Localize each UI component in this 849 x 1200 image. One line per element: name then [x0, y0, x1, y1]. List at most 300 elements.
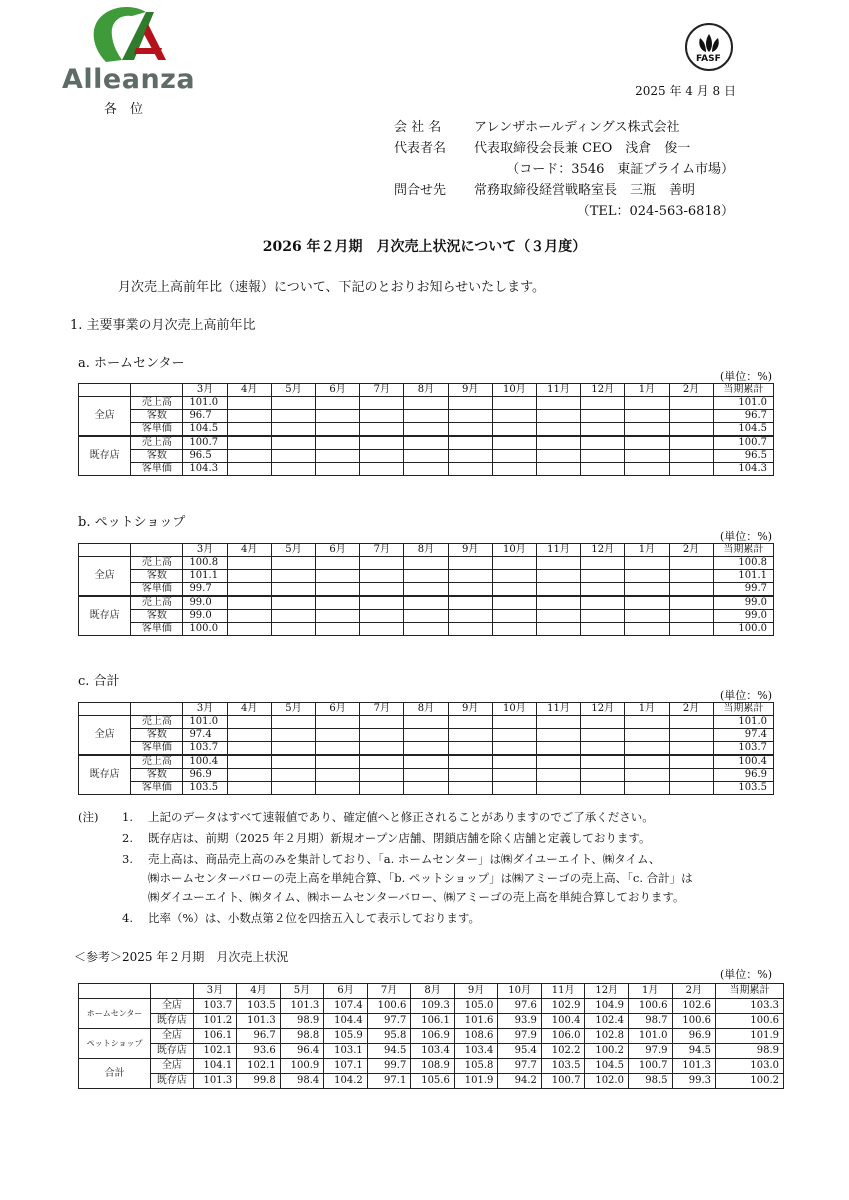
empty-cell [360, 463, 404, 476]
empty-cell [404, 716, 448, 729]
note-text: ㈱ホームセンターバローの売上高を単純合算、「b. ペットショップ」は㈱アミーゴの売上高、「c. 合計」は [148, 871, 693, 885]
info-row: （TEL：024-563-6818） [576, 204, 734, 219]
table-row [79, 463, 774, 476]
value-cell: 105.9 [324, 1029, 368, 1044]
table-row [79, 436, 774, 450]
document-date: 2025 年 4 月 8 日 [635, 84, 736, 98]
empty-cell [227, 570, 271, 583]
empty-cell [448, 463, 492, 476]
table-row [79, 450, 774, 463]
empty-cell [131, 544, 183, 557]
value-cell: 101.6 [454, 1014, 498, 1029]
value-cell: 94.5 [367, 1044, 411, 1059]
empty-cell [669, 557, 713, 570]
column-header: 12月 [581, 703, 625, 716]
empty-cell [581, 463, 625, 476]
empty-cell [669, 436, 713, 450]
empty-cell [404, 463, 448, 476]
value-cell: 100.4 [183, 755, 227, 769]
value-cell: 104.2 [324, 1074, 368, 1089]
column-header: 10月 [492, 384, 536, 397]
value-cell: 101.9 [716, 1029, 784, 1044]
value-cell: 102.4 [585, 1014, 629, 1029]
empty-cell [625, 463, 669, 476]
value-cell: 99.7 [367, 1059, 411, 1074]
empty-cell [227, 410, 271, 423]
column-header: 1月 [625, 544, 669, 557]
value-cell: 105.6 [411, 1074, 455, 1089]
empty-cell [448, 423, 492, 437]
column-header: 3月 [183, 703, 227, 716]
unit-label: (単位：%) [720, 689, 773, 702]
column-header: 5月 [271, 703, 315, 716]
empty-cell [492, 742, 536, 756]
column-header: 7月 [360, 384, 404, 397]
empty-cell [448, 782, 492, 795]
column-header: 11月 [536, 544, 580, 557]
value-cell: 101.2 [193, 1014, 237, 1029]
note-number: 3. [122, 852, 133, 866]
value-cell: 101.0 [628, 1029, 672, 1044]
empty-cell [404, 729, 448, 742]
table-header-row [79, 703, 774, 716]
value-cell: 101.0 [183, 716, 227, 729]
empty-cell [316, 716, 360, 729]
metric-label: 客単価 [131, 583, 183, 597]
column-header: 5月 [280, 984, 324, 999]
group-label: 全店 [79, 397, 131, 437]
empty-cell [404, 450, 448, 463]
column-header: 2月 [669, 544, 713, 557]
empty-cell [581, 423, 625, 437]
empty-cell [669, 570, 713, 583]
total-cell: 99.0 [713, 596, 773, 610]
value-cell: 102.1 [193, 1044, 237, 1059]
table-row [79, 623, 774, 636]
empty-cell [316, 570, 360, 583]
value-cell: 107.1 [324, 1059, 368, 1074]
empty-cell [625, 782, 669, 795]
column-header: 当期累計 [713, 544, 773, 557]
value-cell: 97.1 [367, 1074, 411, 1089]
column-header: 1月 [625, 384, 669, 397]
empty-cell [227, 769, 271, 782]
empty-cell [536, 610, 580, 623]
empty-cell [625, 436, 669, 450]
empty-cell [227, 436, 271, 450]
value-cell: 102.8 [585, 1029, 629, 1044]
empty-cell [625, 557, 669, 570]
metric-label: 客単価 [131, 782, 183, 795]
empty-cell [316, 557, 360, 570]
empty-cell [227, 397, 271, 410]
empty-cell [492, 583, 536, 597]
value-cell: 100.6 [672, 1014, 716, 1029]
note-text: 既存店は、前期（2025 年２月期）新規オープン店舗、閉鎖店舗を除く店舗と定義しております。 [148, 831, 651, 845]
column-header: 8月 [404, 384, 448, 397]
empty-cell [581, 716, 625, 729]
empty-cell [271, 436, 315, 450]
value-cell: 104.3 [183, 463, 227, 476]
empty-cell [581, 583, 625, 597]
empty-cell [227, 755, 271, 769]
empty-cell [227, 423, 271, 437]
table-row [79, 755, 774, 769]
column-header: 9月 [448, 384, 492, 397]
metric-label: 客数 [131, 610, 183, 623]
value-cell: 103.4 [454, 1044, 498, 1059]
value-cell: 102.6 [672, 999, 716, 1014]
empty-cell [581, 410, 625, 423]
empty-cell [271, 557, 315, 570]
empty-cell [492, 557, 536, 570]
empty-cell [227, 596, 271, 610]
monthly-sales-table [78, 702, 774, 795]
table-row [79, 583, 774, 597]
value-cell: 100.0 [183, 623, 227, 636]
empty-cell [669, 729, 713, 742]
empty-cell [404, 583, 448, 597]
empty-cell [404, 397, 448, 410]
empty-cell [581, 742, 625, 756]
empty-cell [536, 596, 580, 610]
empty-cell [581, 397, 625, 410]
total-cell: 104.5 [713, 423, 773, 437]
empty-cell [271, 782, 315, 795]
value-cell: 104.1 [193, 1059, 237, 1074]
empty-cell [316, 782, 360, 795]
group-label: 既存店 [79, 755, 131, 795]
note-text: 比率（%）は、小数点第２位を四捨五入して表示しております。 [148, 911, 481, 925]
empty-cell [360, 397, 404, 410]
value-cell: 96.7 [183, 410, 227, 423]
empty-cell [404, 570, 448, 583]
metric-label: 売上高 [131, 557, 183, 570]
empty-cell [316, 742, 360, 756]
monthly-sales-table [78, 383, 774, 476]
value-cell: 104.5 [585, 1059, 629, 1074]
empty-cell [404, 610, 448, 623]
value-cell: 97.7 [498, 1059, 542, 1074]
empty-cell [360, 755, 404, 769]
value-cell: 97.6 [498, 999, 542, 1014]
empty-cell [271, 410, 315, 423]
total-cell: 101.0 [713, 716, 773, 729]
empty-cell [316, 397, 360, 410]
value-cell: 100.6 [367, 999, 411, 1014]
empty-cell [151, 984, 193, 999]
empty-cell [271, 623, 315, 636]
empty-cell [79, 703, 131, 716]
empty-cell [404, 623, 448, 636]
value-cell: 103.7 [183, 742, 227, 756]
value-cell: 96.9 [183, 769, 227, 782]
empty-cell [448, 397, 492, 410]
value-cell: 97.7 [367, 1014, 411, 1029]
value-cell: 109.3 [411, 999, 455, 1014]
empty-cell [536, 623, 580, 636]
note-text: 上記のデータはすべて速報値であり、確定値へと修正されることがありますのでご了承ください。 [148, 810, 654, 824]
page-title: 2026 年２月期 月次売上状況について（３月度） [262, 239, 587, 255]
empty-cell [271, 742, 315, 756]
empty-cell [669, 782, 713, 795]
value-cell: 102.2 [541, 1044, 585, 1059]
value-cell: 107.4 [324, 999, 368, 1014]
value-cell: 104.9 [585, 999, 629, 1014]
value-cell: 105.0 [454, 999, 498, 1014]
total-cell: 103.5 [713, 782, 773, 795]
empty-cell [581, 596, 625, 610]
table-row [79, 716, 774, 729]
value-cell: 104.4 [324, 1014, 368, 1029]
column-header: 7月 [367, 984, 411, 999]
empty-cell [227, 742, 271, 756]
empty-cell [316, 596, 360, 610]
empty-cell [316, 755, 360, 769]
total-cell: 104.3 [713, 463, 773, 476]
empty-cell [404, 742, 448, 756]
column-header: 4月 [227, 384, 271, 397]
empty-cell [625, 410, 669, 423]
empty-cell [131, 703, 183, 716]
value-cell: 103.0 [716, 1059, 784, 1074]
empty-cell [492, 729, 536, 742]
value-cell: 106.0 [541, 1029, 585, 1044]
empty-cell [316, 423, 360, 437]
table-row [79, 557, 774, 570]
column-header: 4月 [237, 984, 281, 999]
group-label: 既存店 [151, 1074, 193, 1089]
group-label: 全店 [151, 1059, 193, 1074]
value-cell: 100.7 [541, 1074, 585, 1089]
value-cell: 103.5 [183, 782, 227, 795]
total-cell: 100.4 [713, 755, 773, 769]
column-header: 1月 [625, 703, 669, 716]
table-heading-total: c. 合計 [78, 674, 120, 689]
empty-cell [404, 436, 448, 450]
empty-cell [404, 423, 448, 437]
fasf-seal-icon [684, 22, 734, 72]
empty-cell [492, 570, 536, 583]
total-cell: 101.1 [713, 570, 773, 583]
reference-heading: ＜参考＞2025 年２月期 月次売上状況 [74, 950, 289, 964]
value-cell: 98.4 [280, 1074, 324, 1089]
empty-cell [581, 610, 625, 623]
value-cell: 97.9 [498, 1029, 542, 1044]
segment-label: ホームセンター [79, 999, 151, 1029]
empty-cell [625, 755, 669, 769]
empty-cell [316, 463, 360, 476]
empty-cell [271, 583, 315, 597]
table-heading-home-center: a. ホームセンター [78, 356, 185, 371]
value-cell: 100.6 [628, 999, 672, 1014]
value-cell: 95.4 [498, 1044, 542, 1059]
value-cell: 94.5 [672, 1044, 716, 1059]
empty-cell [536, 410, 580, 423]
empty-cell [79, 984, 151, 999]
empty-cell [448, 410, 492, 423]
group-label: 既存店 [151, 1044, 193, 1059]
value-cell: 99.0 [183, 610, 227, 623]
value-cell: 103.5 [237, 999, 281, 1014]
empty-cell [625, 742, 669, 756]
value-cell: 96.4 [280, 1044, 324, 1059]
empty-cell [360, 610, 404, 623]
metric-label: 客数 [131, 450, 183, 463]
value-cell: 94.2 [498, 1074, 542, 1089]
empty-cell [581, 450, 625, 463]
value-cell: 100.6 [716, 1014, 784, 1029]
empty-cell [316, 436, 360, 450]
column-header: 10月 [498, 984, 542, 999]
column-header: 10月 [492, 544, 536, 557]
empty-cell [492, 450, 536, 463]
intro-text: 月次売上高前年比（速報）について、下記のとおりお知らせいたします。 [118, 280, 546, 295]
empty-cell [404, 755, 448, 769]
empty-cell [492, 769, 536, 782]
column-header: 当期累計 [713, 384, 773, 397]
empty-cell [536, 557, 580, 570]
value-cell: 104.5 [183, 423, 227, 437]
section-heading: 1. 主要事業の月次売上高前年比 [70, 318, 256, 333]
empty-cell [669, 596, 713, 610]
empty-cell [271, 596, 315, 610]
group-label: 全店 [79, 716, 131, 756]
empty-cell [227, 623, 271, 636]
column-header: 3月 [183, 384, 227, 397]
empty-cell [536, 716, 580, 729]
empty-cell [316, 623, 360, 636]
value-cell: 103.5 [541, 1059, 585, 1074]
column-header: 当期累計 [716, 984, 784, 999]
column-header: 6月 [316, 703, 360, 716]
empty-cell [625, 583, 669, 597]
empty-cell [492, 716, 536, 729]
value-cell: 100.8 [183, 557, 227, 570]
empty-cell [625, 623, 669, 636]
reference-row [79, 1074, 784, 1089]
alleanza-logo-icon [62, 4, 192, 68]
empty-cell [581, 436, 625, 450]
empty-cell [227, 716, 271, 729]
empty-cell [492, 782, 536, 795]
total-cell: 96.9 [713, 769, 773, 782]
empty-cell [492, 436, 536, 450]
value-cell: 98.9 [280, 1014, 324, 1029]
column-header: 9月 [448, 703, 492, 716]
value-cell: 101.3 [237, 1014, 281, 1029]
value-cell: 98.9 [716, 1044, 784, 1059]
info-row: 代表者名 代表取締役会長兼 CEO 浅倉 俊一 [394, 141, 691, 156]
metric-label: 売上高 [131, 397, 183, 410]
empty-cell [536, 769, 580, 782]
empty-cell [625, 716, 669, 729]
empty-cell [448, 557, 492, 570]
column-header: 3月 [193, 984, 237, 999]
empty-cell [360, 423, 404, 437]
logo-wordmark: Alleanza [62, 64, 196, 95]
empty-cell [227, 583, 271, 597]
column-header: 5月 [271, 384, 315, 397]
value-cell: 106.9 [411, 1029, 455, 1044]
empty-cell [669, 769, 713, 782]
empty-cell [360, 450, 404, 463]
value-cell: 108.6 [454, 1029, 498, 1044]
value-cell: 101.3 [672, 1059, 716, 1074]
column-header: 8月 [411, 984, 455, 999]
column-header: 2月 [669, 384, 713, 397]
empty-cell [669, 742, 713, 756]
empty-cell [448, 570, 492, 583]
total-cell: 100.8 [713, 557, 773, 570]
total-cell: 96.7 [713, 410, 773, 423]
reference-row [79, 999, 784, 1014]
empty-cell [271, 755, 315, 769]
group-label: 既存店 [151, 1014, 193, 1029]
empty-cell [360, 570, 404, 583]
empty-cell [404, 769, 448, 782]
company-logo [62, 4, 196, 98]
table-row [79, 423, 774, 437]
metric-label: 客数 [131, 729, 183, 742]
empty-cell [581, 782, 625, 795]
empty-cell [271, 397, 315, 410]
value-cell: 100.9 [280, 1059, 324, 1074]
value-cell: 93.6 [237, 1044, 281, 1059]
empty-cell [625, 570, 669, 583]
value-cell: 102.0 [585, 1074, 629, 1089]
group-label: 全店 [79, 557, 131, 597]
empty-cell [492, 610, 536, 623]
empty-cell [536, 436, 580, 450]
table-row [79, 769, 774, 782]
metric-label: 客単価 [131, 463, 183, 476]
column-header: 3月 [183, 544, 227, 557]
segment-label: 合計 [79, 1059, 151, 1089]
empty-cell [669, 450, 713, 463]
empty-cell [448, 729, 492, 742]
empty-cell [131, 384, 183, 397]
metric-label: 客数 [131, 410, 183, 423]
empty-cell [625, 610, 669, 623]
empty-cell [360, 769, 404, 782]
recipient: 各 位 [104, 102, 144, 117]
value-cell: 101.9 [454, 1074, 498, 1089]
unit-label: (単位：%) [720, 530, 773, 543]
empty-cell [316, 583, 360, 597]
column-header: 4月 [227, 703, 271, 716]
value-cell: 103.4 [411, 1044, 455, 1059]
metric-label: 売上高 [131, 716, 183, 729]
table-row [79, 570, 774, 583]
table-row [79, 742, 774, 756]
column-header: 当期累計 [713, 703, 773, 716]
info-row: （コード：3546 東証プライム市場） [506, 162, 734, 177]
empty-cell [581, 623, 625, 636]
metric-label: 客数 [131, 769, 183, 782]
empty-cell [536, 742, 580, 756]
metric-label: 客単価 [131, 623, 183, 636]
table-row [79, 410, 774, 423]
empty-cell [625, 729, 669, 742]
empty-cell [448, 450, 492, 463]
value-cell: 101.3 [193, 1074, 237, 1089]
empty-cell [360, 436, 404, 450]
company-info [394, 117, 734, 222]
empty-cell [360, 782, 404, 795]
empty-cell [360, 729, 404, 742]
empty-cell [492, 463, 536, 476]
